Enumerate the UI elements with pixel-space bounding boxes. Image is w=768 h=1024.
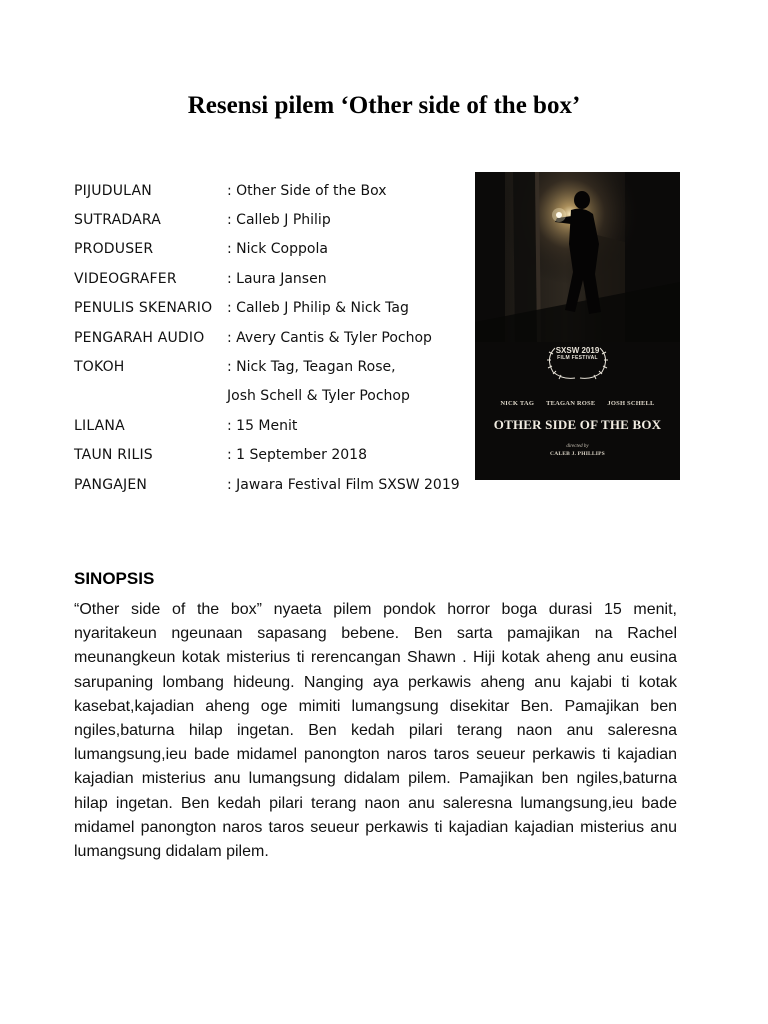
cast-name: TEAGAN ROSE [546,400,596,407]
info-row [74,441,460,470]
info-value: : Avery Cantis & Tyler Pochop [227,329,432,346]
info-row [74,264,460,293]
info-row [74,176,460,205]
info-value: : Calleb J Philip & Nick Tag [227,300,409,317]
info-label: LILANA [74,417,125,434]
poster-director: CALEB J. PHILLIPS [550,451,605,457]
info-label: TOKOH [74,359,125,376]
laurel-line2: FILM FESTIVAL [557,355,598,361]
poster-scene-image [475,172,680,480]
info-row [74,352,460,381]
info-value: : Calleb J Philip [227,212,331,229]
poster-directed-by: directed by [566,444,589,449]
synopsis-heading: SINOPSIS [74,569,155,588]
info-value: : Nick Coppola [227,241,328,258]
info-row [74,382,460,411]
poster-title: OTHER SIDE OF THE BOX [493,417,662,432]
synopsis-body: “Other side of the box” nyaeta pilem pondok horror boga durasi 15 menit, nyaritakeun ngeunaan sapasang bebene. Ben sarta pamajikan na Rachel meunangkeun kotak misterius ti rerencangan Shawn . Hiji kotak aheng anu eusina sarupaning lombang hideung. Nanging aya perkawis aheng anu kajabi ti kotak kasebat,kajadian aheng oge mimiti lumangsung disekitar Ben. Pamajikan ben ngiles,baturna hilap ingetan. Ben kedah pilari terang naon anu saleresna lumangsung,ieu bade midamel panongton naros taros seueur perkawis ti kajadian kajadian misterius anu lumangsung didalam pilem. Pamajikan ben ngiles,baturna hilap ingetan. Ben kedah pilari terang naon anu saleresna lumangsung,ieu bade midamel panongton naros taros seueur perkawis ti kajadian kajadian misterius anu lumangsung didalam pilem. [74,601,677,861]
info-row [74,470,460,499]
info-value: : Jawara Festival Film SXSW 2019 [227,476,460,493]
laurel-line1: SXSW 2019 [555,346,600,355]
info-row [74,411,460,440]
info-label: PRODUSER [74,241,154,258]
info-row [74,323,460,352]
info-label: PIJUDULAN [74,182,152,199]
info-label: PENGARAH AUDIO [74,329,205,346]
info-label: SUTRADARA [74,212,162,229]
info-value: : Other Side of the Box [227,182,387,199]
info-label: VIDEOGRAFER [74,270,177,287]
movie-poster [475,172,680,480]
info-label: PANGAJEN [74,476,148,493]
info-label: PENULIS SKENARIO [74,300,213,317]
info-value: : Nick Tag, Teagan Rose, [227,359,396,376]
info-value: : Laura Jansen [227,270,327,287]
info-value: Josh Schell & Tyler Pochop [227,388,410,405]
info-row [74,205,460,234]
poster-cast [475,400,680,407]
info-value: : 15 Menit [227,417,298,434]
film-info-list [74,176,460,499]
cast-name: JOSH SCHELL [607,400,655,407]
info-row [74,235,460,264]
page-title: Resensi pilem ‘Other side of the box’ [187,92,581,119]
info-label: TAUN RILIS [74,447,153,464]
info-value: : 1 September 2018 [227,447,367,464]
info-row [74,294,460,323]
cast-name: NICK TAG [500,400,535,407]
festival-laurel-text [475,347,680,361]
